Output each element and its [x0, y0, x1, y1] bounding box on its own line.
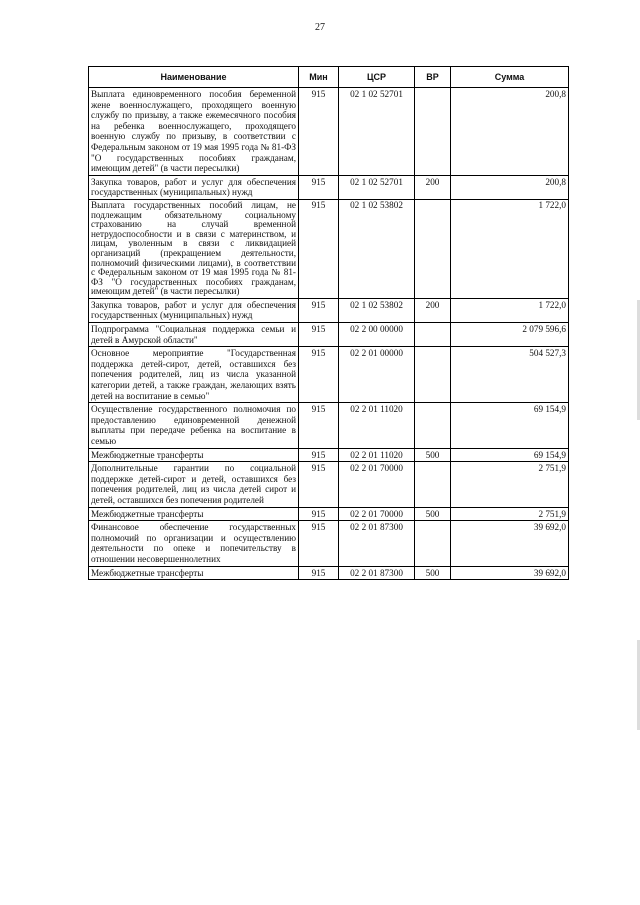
cell-vr [415, 323, 451, 347]
cell-name: Межбюджетные трансферты [89, 507, 299, 521]
table-row [89, 347, 569, 403]
cell-csr: 02 2 01 11020 [339, 448, 415, 462]
cell-sum: 504 527,3 [451, 347, 569, 403]
cell-min: 915 [299, 175, 339, 199]
cell-name: Межбюджетные трансферты [89, 566, 299, 580]
table-row [89, 448, 569, 462]
cell-sum: 200,8 [451, 88, 569, 176]
table-header-row [89, 67, 569, 88]
table-row [89, 521, 569, 566]
header-vr: ВР [415, 67, 451, 88]
table-row [89, 199, 569, 298]
cell-sum: 2 751,9 [451, 462, 569, 507]
cell-min: 915 [299, 347, 339, 403]
cell-min: 915 [299, 507, 339, 521]
cell-name: Закупка товаров, работ и услуг для обеспечения государственных (муниципальных) нужд [89, 298, 299, 322]
cell-csr: 02 1 02 53802 [339, 298, 415, 322]
cell-name: Закупка товаров, работ и услуг для обеспечения государственных (муниципальных) нужд [89, 175, 299, 199]
table-row [89, 298, 569, 322]
cell-sum: 39 692,0 [451, 566, 569, 580]
cell-sum: 1 722,0 [451, 199, 569, 298]
cell-name: Подпрограмма "Социальная поддержка семьи и детей в Амурской области" [89, 323, 299, 347]
cell-min: 915 [299, 298, 339, 322]
cell-sum: 69 154,9 [451, 448, 569, 462]
cell-vr: 200 [415, 298, 451, 322]
cell-vr: 500 [415, 566, 451, 580]
header-sum: Сумма [451, 67, 569, 88]
table-row [89, 323, 569, 347]
table-row [89, 507, 569, 521]
cell-min: 915 [299, 521, 339, 566]
cell-min: 915 [299, 199, 339, 298]
budget-table [88, 66, 569, 580]
header-min: Мин [299, 67, 339, 88]
cell-vr [415, 347, 451, 403]
cell-min: 915 [299, 323, 339, 347]
cell-name: Выплата единовременного пособия беременной жене военнослужащего, проходящего военную службу по призыву, а также ежемесячного пособия на ребенка военнослужащего, проходящего военную службу по призыву, в соответствии с Федеральным законом от 19 мая 1995 года № 81-ФЗ "О государственных пособиях гражданам, имеющим детей" (в части пересылки) [89, 88, 299, 176]
table-row [89, 88, 569, 176]
cell-csr: 02 1 02 53802 [339, 199, 415, 298]
cell-csr: 02 2 01 11020 [339, 403, 415, 448]
header-csr: ЦСР [339, 67, 415, 88]
cell-name: Основное мероприятие "Государственная поддержка детей-сирот, детей, оставшихся без попечения родителей, лиц из числа указанной категории детей, а также граждан, желающих взять детей на воспитание в семью" [89, 347, 299, 403]
cell-csr: 02 2 00 00000 [339, 323, 415, 347]
table-row [89, 462, 569, 507]
table-row [89, 403, 569, 448]
cell-name: Финансовое обеспечение государственных полномочий по организации и осуществлению деятельности по опеке и попечительству в отношении несовершеннолетних [89, 521, 299, 566]
cell-min: 915 [299, 462, 339, 507]
cell-min: 915 [299, 566, 339, 580]
cell-csr: 02 1 02 52701 [339, 175, 415, 199]
cell-sum: 2 079 596,6 [451, 323, 569, 347]
cell-vr [415, 462, 451, 507]
cell-vr [415, 199, 451, 298]
cell-vr: 500 [415, 507, 451, 521]
cell-name: Межбюджетные трансферты [89, 448, 299, 462]
cell-csr: 02 2 01 87300 [339, 521, 415, 566]
cell-vr [415, 88, 451, 176]
cell-name: Выплата государственных пособий лицам, не подлежащим обязательному социальному страхованию на случай временной нетрудоспособности и в связи с материнством, и лицам, уволенным в связи с ликвидацией организаций (прекращением деятельности, полномочий физическими лицами), в соответствии с Федеральным законом от 19 мая 1995 года № 81-ФЗ "О государственных пособиях гражданам, имеющим детей" (в части пересылки) [89, 199, 299, 298]
cell-csr: 02 1 02 52701 [339, 88, 415, 176]
table-row [89, 175, 569, 199]
cell-sum: 1 722,0 [451, 298, 569, 322]
header-name: Наименование [89, 67, 299, 88]
cell-sum: 69 154,9 [451, 403, 569, 448]
cell-vr [415, 521, 451, 566]
cell-vr: 200 [415, 175, 451, 199]
cell-csr: 02 2 01 87300 [339, 566, 415, 580]
cell-name: Дополнительные гарантии по социальной поддержке детей-сирот и детей, оставшихся без попечения родителей, лиц из числа детей сирот и детей, оставшихся без попечения родителей [89, 462, 299, 507]
page-number: 27 [315, 22, 325, 33]
cell-vr: 500 [415, 448, 451, 462]
cell-csr: 02 2 01 00000 [339, 347, 415, 403]
cell-min: 915 [299, 403, 339, 448]
cell-sum: 200,8 [451, 175, 569, 199]
cell-vr [415, 403, 451, 448]
table-row [89, 566, 569, 580]
cell-csr: 02 2 01 70000 [339, 462, 415, 507]
cell-name: Осуществление государственного полномочия по предоставлению единовременной денежной выплаты при передаче ребенка на воспитание в семью [89, 403, 299, 448]
cell-csr: 02 2 01 70000 [339, 507, 415, 521]
cell-min: 915 [299, 88, 339, 176]
cell-sum: 2 751,9 [451, 507, 569, 521]
cell-min: 915 [299, 448, 339, 462]
cell-sum: 39 692,0 [451, 521, 569, 566]
